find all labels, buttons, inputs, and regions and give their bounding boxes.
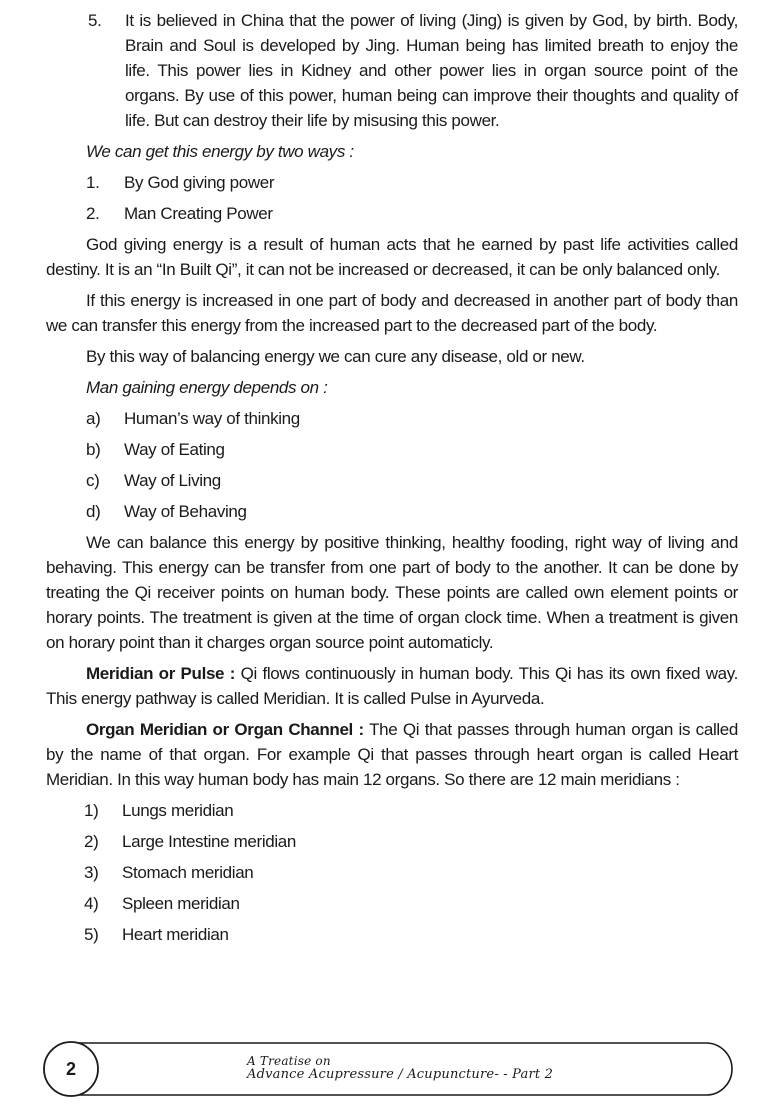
list-item: [84, 891, 738, 916]
page-number: 2: [65, 1058, 76, 1079]
ways-heading: We can get this energy by two ways :: [86, 142, 354, 161]
item-text: It is believed in China that the power of living (Jing) is given by God, by birth. Body, Brain and Soul is developed by Jing. Human being has limited breath to enjoy the life. This power lies in Kidney and other power lies in organ source point of the organs. By use of this power, human being can improve their thoughts and quality of life. But can destroy their life by misusing this power.: [125, 11, 738, 130]
list-item: [84, 798, 738, 823]
paragraph-organ-channel: [46, 717, 738, 792]
list-item: [86, 437, 738, 462]
paragraph-energy-transfer: If this energy is increased in one part of body and decreased in another part of body than we can transfer this energy from the increased part to the decreased part of the body.: [46, 291, 738, 335]
list-letter: c): [86, 471, 100, 490]
list-text: Stomach meridian: [122, 863, 254, 882]
paragraph-meridian-pulse: [46, 661, 738, 711]
list-item: [86, 170, 738, 195]
list-text: Man Creating Power: [124, 204, 273, 223]
list-item: [84, 829, 738, 854]
list-text: Lungs meridian: [122, 801, 234, 820]
list-text: Large Intestine meridian: [122, 832, 296, 851]
term-meridian-pulse: Meridian or Pulse :: [86, 664, 236, 683]
book-title-line-2: Advance Acupressure / Acupuncture- - Part 2: [247, 1067, 554, 1082]
book-title: [247, 1054, 553, 1082]
definition-meridian-pulse: Qi flows continuously in human body. This Qi has its own fixed way. This energy pathway is called Meridian. It is called Pulse in Ayurveda.: [46, 664, 739, 708]
list-number: 1.: [86, 173, 100, 192]
list-item: [84, 860, 738, 885]
list-text: Way of Behaving: [124, 502, 247, 521]
numbered-paragraph-5: [88, 8, 738, 133]
page-footer: [42, 1040, 736, 1098]
paragraph-cure: By this way of balancing energy we can cure any disease, old or new.: [86, 347, 585, 366]
term-organ-channel: Organ Meridian or Organ Channel :: [86, 720, 364, 739]
list-letter: b): [86, 440, 101, 459]
paragraph-balance-energy: We can balance this energy by positive thinking, healthy fooding, right way of living and behaving. This energy can be transfer from one part of body to the another. It can be done by treating the Qi receiver points on human body. These points are called own element points or horary points. The treatment is given at the time of organ clock time. When a treatment is given on horary point than it charges organ source point automaticly.: [46, 533, 738, 652]
list-text: Way of Living: [124, 471, 221, 490]
list-number: 4): [84, 894, 99, 913]
list-item: [86, 201, 738, 226]
list-number: 2.: [86, 204, 100, 223]
item-number: 5.: [88, 11, 102, 30]
list-item: [86, 468, 738, 493]
list-item: [86, 499, 738, 524]
list-text: Heart meridian: [122, 925, 229, 944]
book-title-line-1: A Treatise on: [247, 1054, 331, 1068]
gain-heading: Man gaining energy depends on :: [86, 378, 328, 397]
paragraph-god-giving-energy: God giving energy is a result of human acts that he earned by past life activities called destiny. It is an “In Built Qi”, it can not be increased or decreased, it can be only balanced only.: [46, 235, 738, 279]
list-letter: d): [86, 502, 101, 521]
list-item: [86, 406, 738, 431]
list-text: By God giving power: [124, 173, 275, 192]
list-text: Way of Eating: [124, 440, 225, 459]
list-letter: a): [86, 409, 101, 428]
list-number: 2): [84, 832, 99, 851]
page-body: [46, 8, 738, 947]
list-item: [84, 922, 738, 947]
list-text: Spleen meridian: [122, 894, 240, 913]
list-number: 5): [84, 925, 99, 944]
list-number: 1): [84, 801, 99, 820]
list-text: Human’s way of thinking: [124, 409, 300, 428]
definition-organ-channel: The Qi that passes through human organ is called by the name of that organ. For example Qi that passes through heart organ is called Heart Meridian. In this way human body has main 12 organs. So there are 12 main meridians :: [46, 720, 739, 789]
list-number: 3): [84, 863, 99, 882]
